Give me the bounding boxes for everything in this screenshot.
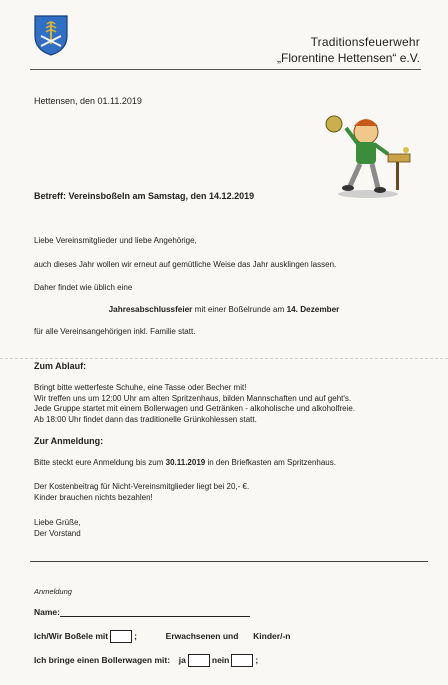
anmeldung-deadline: 30.11.2019 (165, 458, 206, 467)
ja-box[interactable] (188, 654, 210, 667)
form-name-row (34, 606, 250, 617)
crest-logo (33, 14, 69, 56)
adults-count-box[interactable] (110, 630, 132, 643)
bosseln-mascot-illustration (318, 110, 420, 200)
paragraph-audience: für alle Vereinsangehörigen inkl. Familie statt. (34, 327, 196, 336)
closing-signature: Der Vorstand (34, 528, 81, 538)
ablauf-line: Wir treffen uns um 12:00 Uhr am alten Spritzenhaus, bilden Mannschaften und auf geht's. (34, 393, 352, 403)
org-name-line1: Traditionsfeuerwehr (310, 35, 420, 49)
anmeldung-text: Bitte steckt eure Anmeldung bis zum 30.11.2019 in den Briefkasten am Spritzenhaus. (34, 458, 336, 467)
ablauf-line: Jede Gruppe startet mit einem Bollerwagen und Getränken - alkoholische und alkoholfreie. (34, 404, 356, 413)
ablauf-text (34, 383, 355, 425)
children-label: Kinder/-n (253, 630, 291, 641)
nein-box[interactable] (231, 654, 253, 667)
event-name: Jahresabschlussfeier (108, 305, 193, 314)
fold-line (0, 358, 448, 359)
ablauf-heading: Zum Ablauf: (34, 361, 87, 371)
event-date: 14. Dezember (286, 305, 340, 314)
header-divider (30, 69, 421, 70)
letter-date: Hettensen, den 01.11.2019 (34, 96, 142, 106)
ja-label: ja (178, 654, 186, 665)
closing-greeting: Liebe Grüße, (34, 518, 81, 527)
name-field[interactable] (60, 606, 250, 617)
anmeldung-heading: Zur Anmeldung: (34, 436, 104, 446)
paragraph-announcement: Daher findet wie üblich eine (34, 283, 133, 292)
nein-label: nein (211, 654, 230, 665)
ablauf-line: Bringt bitte wetterfeste Schuhe, eine Tasse oder Becher mit! (34, 383, 247, 392)
org-name-line2: „Florentine Hettensen“ e.V. (277, 51, 420, 65)
paragraph-intro: auch dieses Jahr wollen wir erneut auf gemütliche Weise das Jahr ausklingen lassen. (34, 260, 337, 269)
name-label: Name: (34, 607, 60, 617)
letter-subject: Betreff: Vereinsboßeln am Samstag, den 14.12.2019 (34, 191, 255, 201)
form-title: Anmeldung (34, 587, 72, 596)
greeting: Liebe Vereinsmitglieder und liebe Angehörige, (34, 236, 197, 245)
form-participants-row: Ich/Wir Boßele mit ; Erwachsenen und Kinder/-n (34, 630, 290, 643)
adults-label: Erwachsenen und (165, 630, 239, 641)
cut-line (30, 561, 428, 562)
form-wagon-row: Ich bringe einen Bollerwagen mit: ja nein ; (34, 654, 258, 667)
closing (34, 518, 81, 539)
event-middle: mit einer Boßelrunde am (192, 305, 287, 314)
ablauf-line: Ab 18:00 Uhr findet dann das traditionelle Grünkohlessen statt. (34, 414, 257, 424)
wagon-label: Ich bringe einen Bollerwagen mit: (34, 654, 171, 665)
event-line (0, 305, 448, 314)
participants-label: Ich/Wir Boßele mit (34, 630, 109, 641)
cost-info: Der Kostenbeitrag für Nicht-Vereinsmitglieder liegt bei 20,- €. Kinder brauchen nichts bezahlen! (34, 482, 250, 502)
